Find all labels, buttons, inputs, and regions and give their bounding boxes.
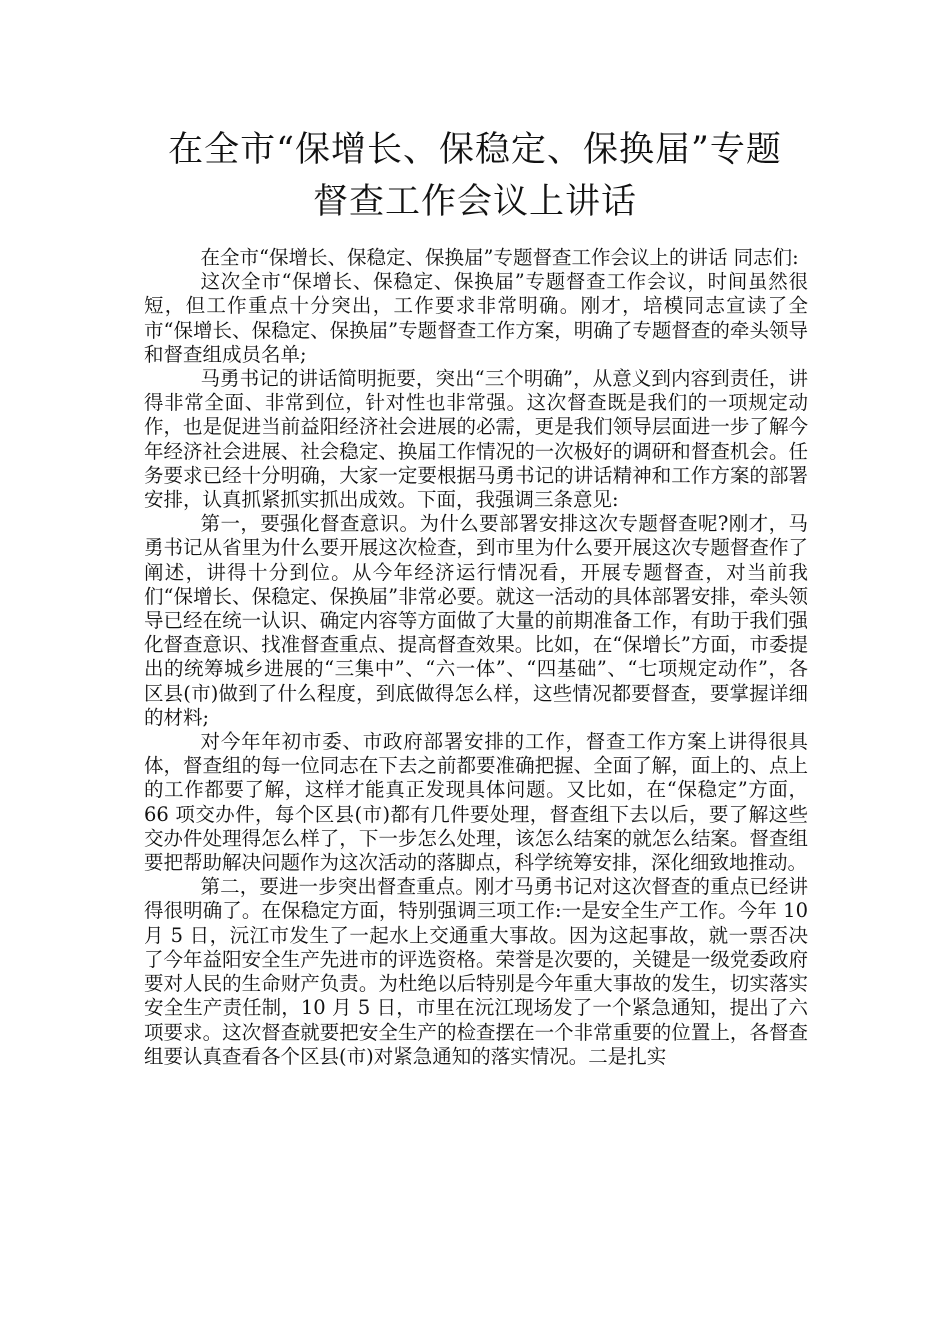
paragraph-1: 在全市“保增长、保稳定、保换届”专题督查工作会议上的讲话 同志们: bbox=[200, 246, 799, 269]
document-body bbox=[144, 246, 808, 1069]
paragraph-5: 对今年年初市委、市政府部署安排的工作，督查工作方案上讲得很具体，督查组的每一位同志在下去之前都要准确把握、全面了解，面上的、点上的工作都要了解，这样才能真正发现具体问题。又比如，在“保稳定”方面，66 项交办件，每个区县(市)都有几件要处理，督查组下去以后，要了解这些交办件处理得怎么样了，下一步怎么处理，该怎么结案的就怎么结案。督查组要把帮助解决问题作为这次活动的落脚点，科学统筹安排，深化细致地推动。 bbox=[144, 730, 808, 875]
paragraph-2: 这次全市“保增长、保稳定、保换届”专题督查工作会议，时间虽然很短，但工作重点十分突出，工作要求非常明确。刚才，培模同志宣读了全市“保增长、保稳定、保换届”专题督查工作方案，明确了专题督查的牵头领导和督查组成员名单; bbox=[144, 270, 808, 366]
paragraph-6: 第二，要进一步突出督查重点。刚才马勇书记对这次督查的重点已经讲得很明确了。在保稳定方面，特别强调三项工作:一是安全生产工作。今年 10 月 5 日，沅江市发生了一起水上交通重大事故。因为这起事故，就一票否决了今年益阳安全生产先进市的评选资格。荣誉是次要的，关键是一级党委政府要对人民的生命财产负责。为杜绝以后特别是今年重大事故的发生，切实落实安全生产责任制，10 月 5 日，市里在沅江现场发了一个紧急通知，提出了六项要求。这次督查就要把安全生产的检查摆在一个非常重要的位置上，各督查组要认真查看各个区县(市)对紧急通知的落实情况。二是扎实 bbox=[144, 875, 808, 1068]
paragraph-3: 马勇书记的讲话简明扼要，突出“三个明确”，从意义到内容到责任，讲得非常全面、非常到位，针对性也非常强。这次督查既是我们的一项规定动作，也是促进当前益阳经济社会进展的必需，更是我们领导层面进一步了解今年经济社会进展、社会稳定、换届工作情况的一次极好的调研和督查机会。任务要求已经十分明确，大家一定要根据马勇书记的讲话精神和工作方案的部署安排，认真抓紧抓实抓出成效。下面，我强调三条意见: bbox=[144, 367, 808, 512]
document-title-line-1: 在全市“保增长、保稳定、保换届”专题 bbox=[168, 130, 782, 170]
document-title-line-2: 督查工作会议上讲话 bbox=[312, 182, 637, 222]
paragraph-4: 第一，要强化督查意识。为什么要部署安排这次专题督查呢?刚才，马勇书记从省里为什么要开展这次检查，到市里为什么要开展这次专题督查作了阐述，讲得十分到位。从今年经济运行情况看，开展专题督查，对当前我们“保增长、保稳定、保换届”非常必要。就这一活动的具体部署安排，牵头领导已经在统一认识、确定内容等方面做了大量的前期准备工作，有助于我们强化督查意识、找准督查重点、提高督查效果。比如，在“保增长”方面，市委提出的统筹城乡进展的“三集中”、“六一体”、“四基础”、“七项规定动作”，各区县(市)做到了什么程度，到底做得怎么样，这些情况都要督查，要掌握详细的材料; bbox=[144, 512, 808, 729]
